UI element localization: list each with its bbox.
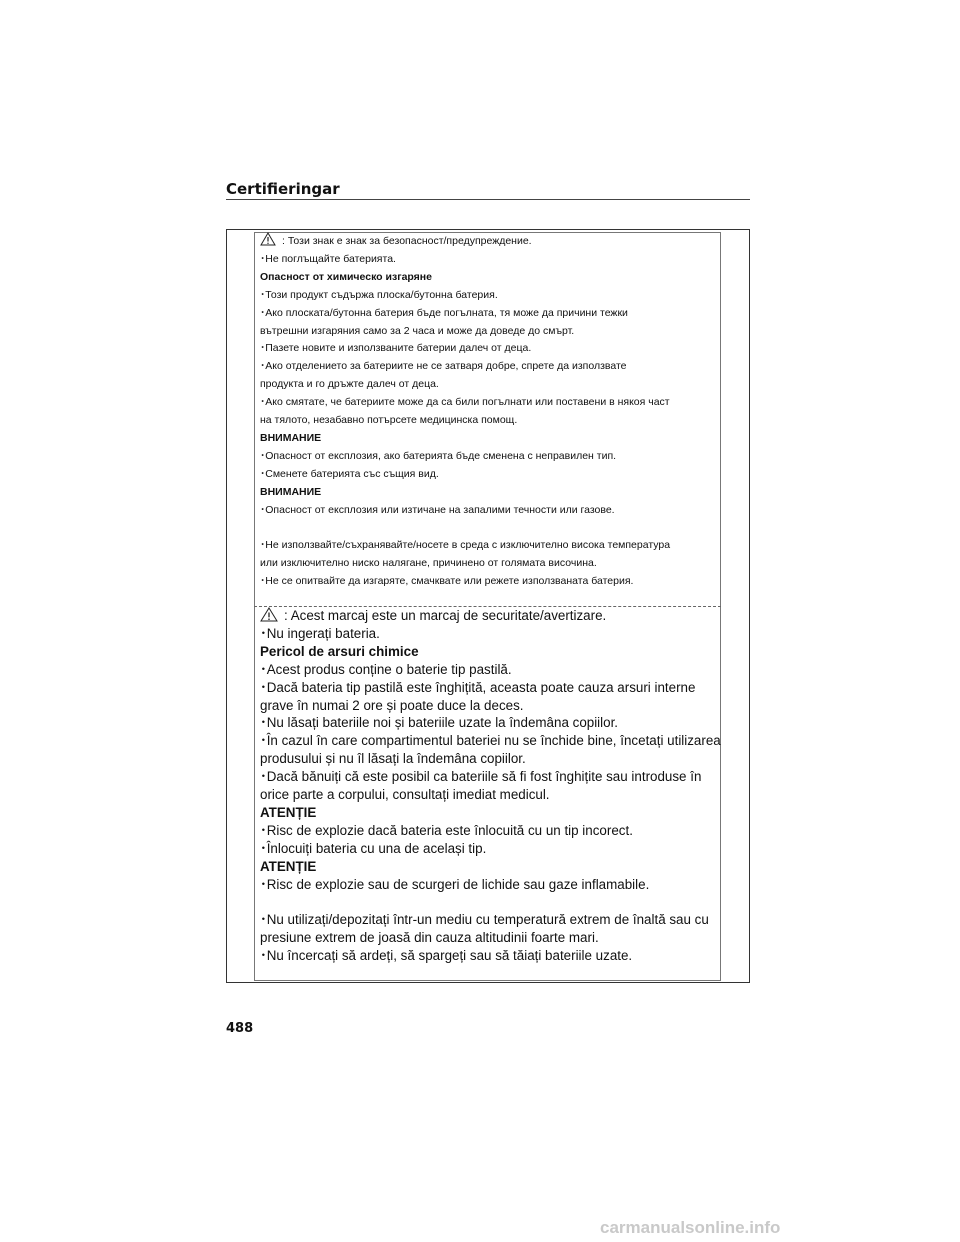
bulgarian-text-line: продукта и го дръжте далеч от деца. bbox=[260, 378, 439, 391]
romanian-section bbox=[260, 607, 721, 965]
romanian-text-line: ･Nu ingerați bateria. bbox=[260, 625, 380, 641]
romanian-text-line: orice parte a corpului, consultați imediat medicul. bbox=[260, 787, 550, 803]
romanian-text-line: ･Dacă bateria tip pastilă este înghițită, aceasta poate cauza arsuri interne bbox=[260, 679, 696, 695]
watermark: carmanualsonline.info bbox=[600, 1218, 781, 1237]
bulgarian-text-line: ･Ако отделението за батериите не се затваря добре, спрете да използвате bbox=[260, 360, 627, 373]
bulgarian-text-line: ･Не се опитвайте да изгаряте, смачквате или режете използваната батерия. bbox=[260, 575, 634, 588]
bulgarian-warning-line bbox=[260, 232, 715, 251]
bulgarian-spacer bbox=[260, 520, 715, 538]
section-title: Certifieringar bbox=[226, 180, 340, 198]
romanian-text-line: ･Acest produs conține o baterie tip pastilă. bbox=[260, 661, 512, 677]
romanian-heading: ATENȚIE bbox=[260, 858, 317, 874]
bulgarian-text-line: вътрешни изгаряния само за 2 часа и може да доведе до смърт. bbox=[260, 324, 575, 337]
romanian-warning-line bbox=[260, 607, 715, 625]
bulgarian-text-line: ･Този продукт съдържа плоска/бутонна батерия. bbox=[260, 288, 498, 301]
bulgarian-text-line: ･Опасност от експлозия или изтичане на запалими течности или газове. bbox=[260, 503, 615, 516]
bulgarian-text-line: ･Ако смятате, че батериите може да са били погълнати или поставени в някоя част bbox=[260, 396, 670, 409]
romanian-heading: Pericol de arsuri chimice bbox=[260, 643, 419, 659]
warning-triangle-icon bbox=[260, 607, 278, 622]
title-rule bbox=[226, 199, 750, 200]
romanian-text-line: ･Dacă bănuiți că este posibil ca bateriile să fi fost înghițite sau introduse în bbox=[260, 769, 702, 785]
bulgarian-text-line: ･Не поглъщайте батерията. bbox=[260, 252, 396, 265]
page-number: 488 bbox=[226, 1021, 254, 1036]
warning-triangle-icon bbox=[260, 232, 276, 246]
romanian-text-line: grave în numai 2 ore și poate duce la deces. bbox=[260, 697, 524, 713]
bulgarian-section bbox=[260, 232, 715, 591]
romanian-text-line: ･În cazul în care compartimentul bateriei nu se închide bine, încetați utilizarea bbox=[260, 733, 721, 749]
bulgarian-text-line: ･Опасност от експлозия, ако батерията бъде сменена с неправилен тип. bbox=[260, 449, 617, 462]
romanian-text-line: ･Risc de explozie sau de scurgeri de lichide sau gaze inflamabile. bbox=[260, 876, 650, 892]
romanian-text-line: ･Înlocuiți bateria cu una de același tip. bbox=[260, 840, 487, 856]
romanian-text-line: ･Nu utilizați/depozitați într-un mediu cu temperatură extrem de înaltă sau cu bbox=[260, 912, 709, 928]
romanian-heading: ATENȚIE bbox=[260, 804, 317, 820]
romanian-text-line: ･Nu încercați să ardeți, să spargeți sau să tăiați bateriile uzate. bbox=[260, 948, 633, 964]
bulgarian-text-line: ･Сменете батерията със същия вид. bbox=[260, 467, 439, 480]
bulgarian-lines bbox=[260, 251, 715, 591]
bulgarian-text-line: ･Ако плоската/бутонна батерия бъде погълната, тя може да причини тежки bbox=[260, 306, 628, 319]
romanian-text-line: presiune extrem de joasă din cauza altitudinii foarte mari. bbox=[260, 930, 599, 946]
bulgarian-heading: ВНИМАНИЕ bbox=[260, 431, 322, 444]
bulgarian-text-line: ･Не използвайте/съхранявайте/носете в среда с изключително висока температура bbox=[260, 539, 671, 552]
bulgarian-heading: ВНИМАНИЕ bbox=[260, 485, 322, 498]
romanian-text-line: produsului și nu îl lăsați la îndemâna copiilor. bbox=[260, 751, 526, 767]
bulgarian-warning-text: : Този знак е знак за безопасност/предупреждение. bbox=[282, 235, 532, 247]
romanian-lines bbox=[260, 625, 721, 965]
bulgarian-text-line: на тялото, незабавно потърсете медицинска помощ. bbox=[260, 414, 518, 427]
bulgarian-text-line: или изключително ниско налягане, причинено от голямата височина. bbox=[260, 557, 597, 570]
bulgarian-heading: Опасност от химическо изгаряне bbox=[260, 270, 432, 283]
romanian-text-line: ･Risc de explozie dacă bateria este înlocuită cu un tip incorect. bbox=[260, 822, 633, 838]
romanian-text-line: ･Nu lăsați bateriile noi și bateriile uzate la îndemâna copiilor. bbox=[260, 715, 619, 731]
romanian-warning-text: : Acest marcaj este un marcaj de securitate/avertizare. bbox=[284, 608, 607, 623]
bulgarian-text-line: ･Пазете новите и използваните батерии далеч от деца. bbox=[260, 342, 532, 355]
romanian-spacer bbox=[260, 894, 715, 912]
